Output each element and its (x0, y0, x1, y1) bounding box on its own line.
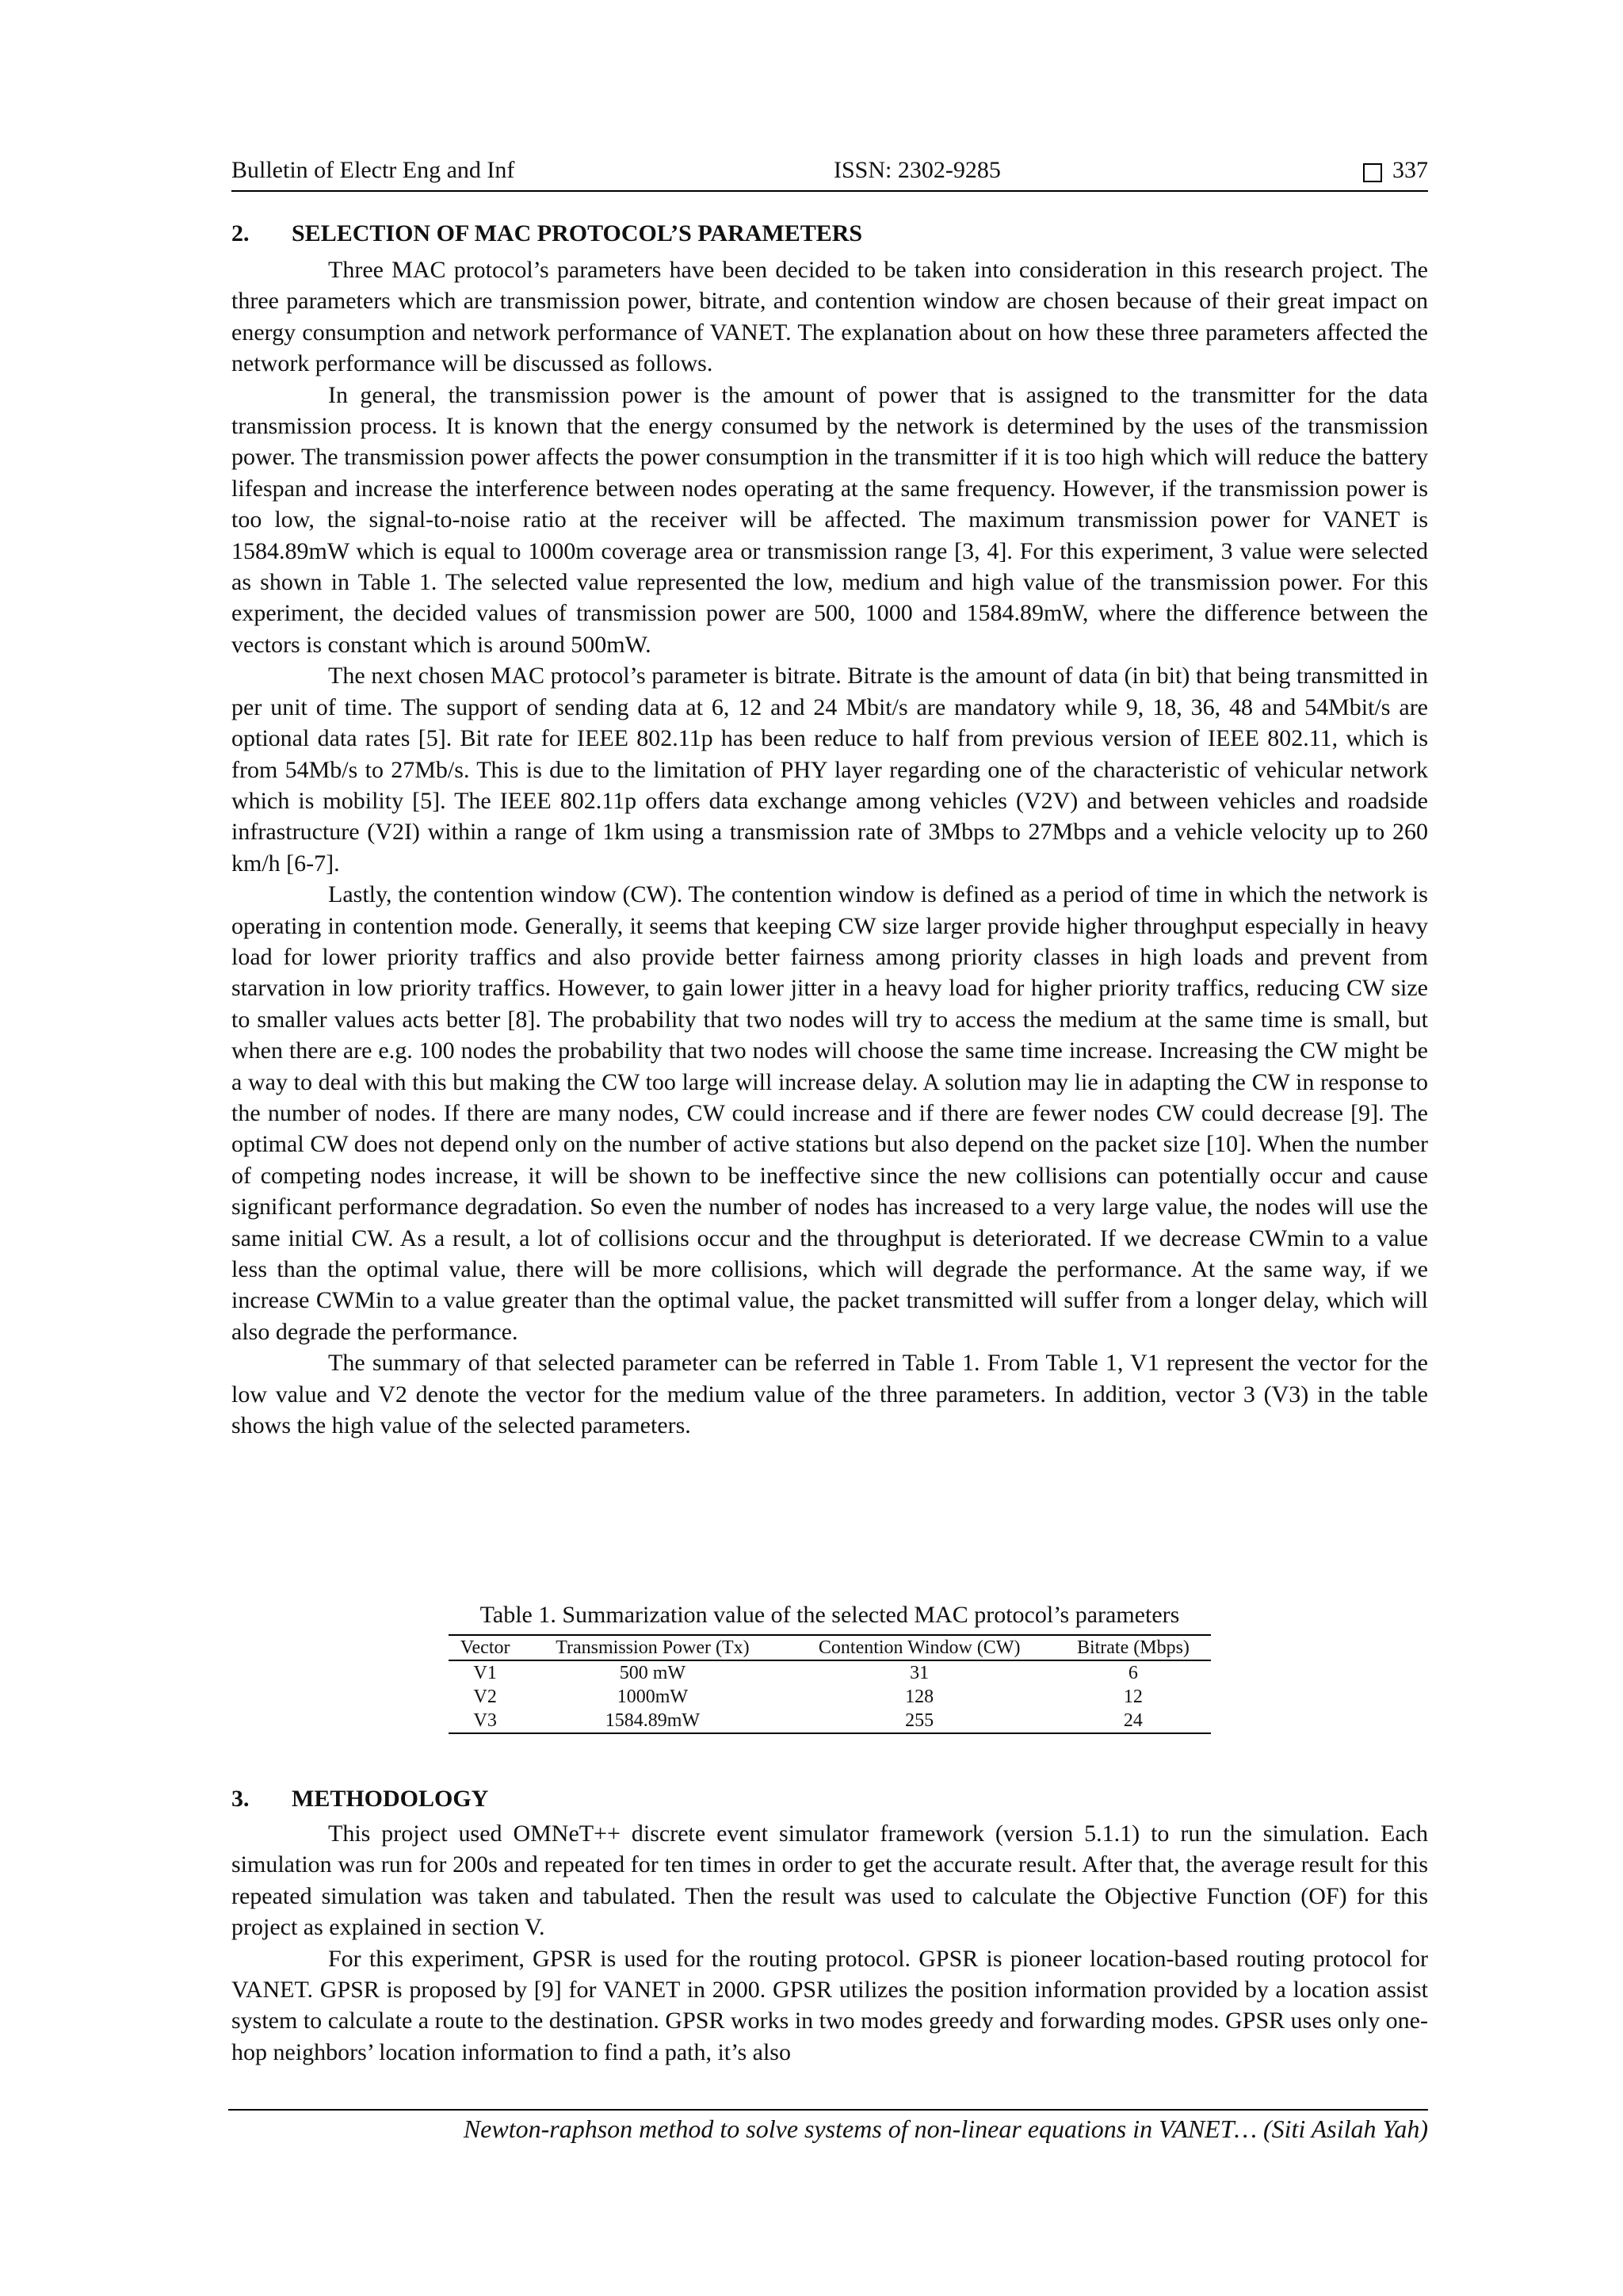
table-cell: 1584.89mW (521, 1709, 783, 1733)
running-footer: Newton-raphson method to solve systems of non-linear equations in VANET… (Siti Asilah Yah) (463, 2115, 1428, 2143)
table-header-row (449, 1635, 1211, 1660)
column-header: Bitrate (Mbps) (1056, 1635, 1211, 1660)
section-3-heading (231, 1786, 488, 1813)
table-cell: V2 (473, 1687, 497, 1707)
column-header: Contention Window (CW) (784, 1635, 1056, 1660)
section-title: METHODOLOGY (292, 1786, 489, 1812)
table-row (449, 1660, 1211, 1685)
table-cell: 6 (1128, 1663, 1138, 1683)
footer-divider (228, 2109, 1428, 2111)
section-2-heading (231, 220, 862, 247)
table-cell: 500 mW (619, 1663, 686, 1683)
column-header: Transmission Power (Tx) (521, 1635, 783, 1660)
table-cell: 31 (910, 1663, 930, 1683)
table-cell: V1 (473, 1663, 497, 1683)
page-number: 337 (1392, 157, 1428, 183)
paragraph: This project used OMNeT++ discrete event simulator framework (version 5.1.1) to run the simulation. Each simulation was run for 200s and repeated for ten times in order to get the accurate result. After that, the average result for this repeated simulation was taken and tabulated. Then the result was used to calculate the Objective Function (OF) for this project as explained in section V. (231, 1820, 1428, 1941)
section-3-body (231, 1818, 1428, 2068)
table-cell: V3 (449, 1709, 521, 1733)
paragraph: Lastly, the contention window (CW). The contention window is defined as a period of time in which the network is operating in contention mode. Generally, it seems that keeping CW size larger provide higher throughput especially in heavy load for lower priority traffics and also provide better fairness among priority classes in high loads and prevent from starvation in low priority traffics. However, to gain lower jitter in a heavy load for higher priority traffics, reducing CW size to smaller values acts better [8]. The probability that two nodes will try to access the medium at the same time is small, but when there are e.g. 100 nodes the probability that two nodes will choose the same time increase. Increasing the CW might be a way to deal with this but making the CW too large will increase delay. A solution may lie in adapting the CW in response to the number of nodes. If there are many nodes, CW could increase and if there are fewer nodes CW could decrease [9]. The optimal CW does not depend only on the number of active stations but also depend on the packet size [10]. When the number of competing nodes increase, it will be shown to be ineffective since the new collisions can potentially occur and cause significant performance degradation. So even the number of nodes has increased to a very large value, the nodes will use the same initial CW. As a result, a lot of collisions occur and the throughput is deteriorated. If we decrease CWmin to a value less than the optimal value, there will be more collisions, which will degrade the performance. At the same way, if we increase CWMin to a value greater than the optimal value, the packet transmitted will suffer from a longer delay, which will also degrade the performance. (231, 881, 1428, 1345)
paragraph: In general, the transmission power is the amount of power that is assigned to the transmitter for the data transmission process. It is known that the energy consumed by the network is determined by the uses of the transmission power. The transmission power affects the power consumption in the transmitter if it is too high which will reduce the battery lifespan and increase the interference between nodes operating at the same frequency. However, if the transmission power is too low, the signal-to-noise ratio at the receiver will be affected. The maximum transmission power for VANET is 1584.89mW which is equal to 1000m coverage area or transmission range [3, 4]. For this experiment, 3 value were selected as shown in Table 1. The selected value represented the low, medium and high value of the transmission power. For this experiment, the decided values of transmission power are 500, 1000 and 1584.89mW, where the difference between the vectors is constant which is around 500mW. (231, 381, 1428, 658)
paragraph: The summary of that selected parameter can be referred in Table 1. From Table 1, V1 represent the vector for the low value and V2 denote the vector for the medium value of the three parameters. In addition, vector 3 (V3) in the table shows the high value of the selected parameters. (231, 1350, 1428, 1439)
section-number: 3. (231, 1786, 250, 1812)
square-bullet-icon (1363, 163, 1382, 182)
table-cell: 12 (1123, 1687, 1143, 1707)
table-cell: 24 (1056, 1709, 1211, 1733)
column-header: Vector (449, 1635, 521, 1660)
table-cell: 1000mW (617, 1687, 689, 1707)
journal-name: Bulletin of Electr Eng and Inf (231, 157, 515, 183)
paragraph: The next chosen MAC protocol’s parameter is bitrate. Bitrate is the amount of data (in bit) that being transmitted in per unit of time. The support of sending data at 6, 12 and 24 Mbit/s are mandatory while 9, 18, 36, 48 and 54Mbit/s are optional data rates [5]. Bit rate for IEEE 802.11p has been reduce to half from previous version of IEEE 802.11, which is from 54Mb/s to 27Mb/s. This is due to the limitation of PHY layer regarding one of the characteristic of vehicular network which is mobility [5]. The IEEE 802.11p offers data exchange among vehicles (V2V) and between vehicles and roadside infrastructure (V2I) within a range of 1km using a transmission rate of 3Mbps to 27Mbps and a vehicle velocity up to 260 km/h [6-7]. (231, 663, 1428, 877)
section-2-body (231, 254, 1428, 1441)
table-caption: Table 1. Summarization value of the selected MAC protocol’s parameters (479, 1602, 1180, 1628)
table-cell: 255 (784, 1709, 1056, 1733)
paragraph: Three MAC protocol’s parameters have been decided to be taken into consideration in this research project. The three parameters which are transmission power, bitrate, and contention window are chosen because of their great impact on energy consumption and network performance of VANET. The explanation about on how these three parameters affected the network performance will be discussed as follows. (231, 257, 1428, 377)
table-row (449, 1685, 1211, 1709)
table-cell: 128 (905, 1687, 934, 1707)
running-header (231, 155, 1428, 192)
section-number: 2. (231, 220, 250, 246)
table-row (449, 1709, 1211, 1733)
section-title: SELECTION OF MAC PROTOCOL’S PARAMETERS (292, 220, 863, 246)
parameters-table (449, 1634, 1211, 1734)
issn: ISSN: 2302-9285 (834, 157, 1001, 183)
paragraph: For this experiment, GPSR is used for the routing protocol. GPSR is pioneer location-based routing protocol for VANET. GPSR is proposed by [9] for VANET in 2000. GPSR utilizes the position information provided by a location assist system to calculate a route to the destination. GPSR works in two modes greedy and forwarding modes. GPSR uses only one-hop neighbors’ location information to find a path, it’s also (231, 1945, 1428, 2065)
